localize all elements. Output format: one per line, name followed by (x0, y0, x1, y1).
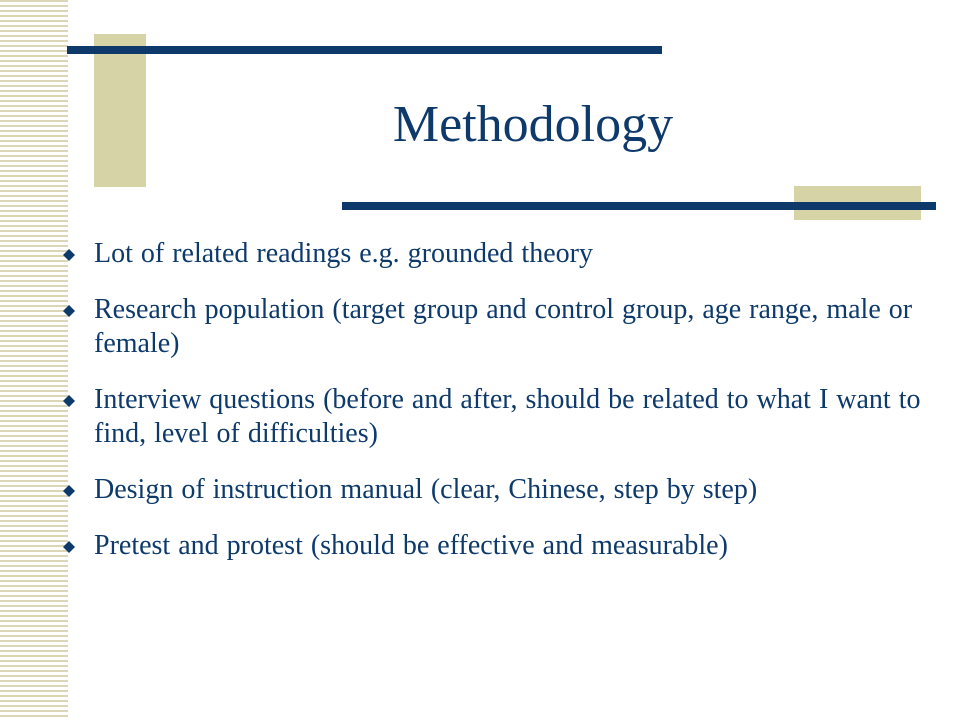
bullet-item (60, 473, 940, 507)
bullet-text: Design of instruction manual (clear, Chinese, step by step) (94, 474, 758, 505)
diamond-bullet-icon (63, 305, 75, 317)
title-decoration-line-bottom (342, 202, 936, 210)
bullet-text: Lot of related readings e.g. grounded theory (94, 238, 593, 269)
bullet-item (60, 529, 940, 563)
bullet-list (60, 237, 940, 585)
bullet-item (60, 383, 940, 451)
diamond-bullet-icon (63, 485, 75, 497)
diamond-bullet-icon (63, 541, 75, 553)
bullet-item (60, 293, 940, 361)
bullet-text: Research population (target group and control group, age range, male or female) (94, 294, 913, 359)
diamond-bullet-icon (63, 395, 75, 407)
bullet-item (60, 237, 940, 271)
bullet-text: Pretest and protest (should be effective and measurable) (94, 530, 728, 561)
diamond-bullet-icon (63, 249, 75, 261)
slide-title: Methodology (392, 96, 674, 153)
bullet-text: Interview questions (before and after, should be related to what I want to find, level of difficulties) (94, 384, 921, 449)
title-decoration-line-top (67, 46, 662, 54)
